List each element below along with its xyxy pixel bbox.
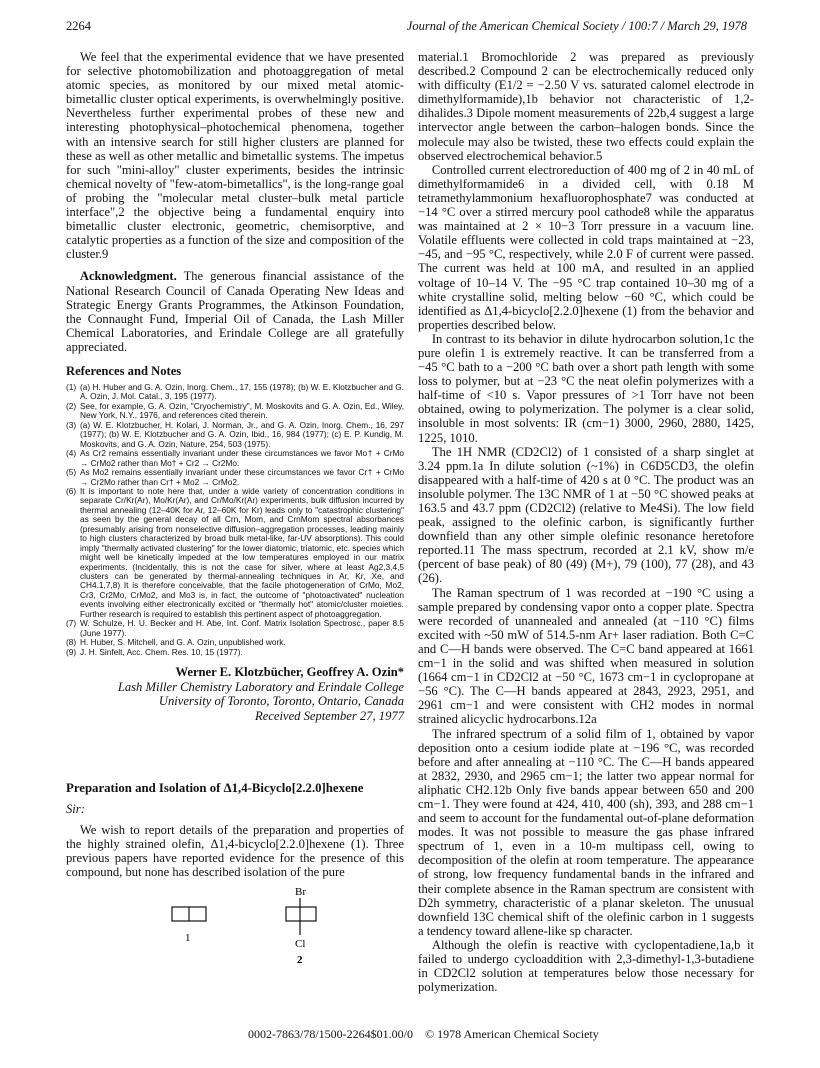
structure-2-bromine: Br — [295, 886, 306, 899]
ref-text: (a) H. Huber and G. A. Ozin, Inorg. Chem., 17, 155 (1978); (b) W. E. Klotzbucher and G. A. Ozin, J. Mol. Catal., 3, 195 (1977). — [80, 381, 404, 402]
reference-item — [66, 402, 404, 421]
ref-number: (4) — [66, 448, 77, 459]
reference-item — [66, 449, 404, 468]
acknowledgment — [66, 269, 404, 354]
footer-copyright: © 1978 American Chemical Society — [425, 1027, 599, 1041]
ref-number: (2) — [66, 400, 77, 411]
reference-item — [66, 648, 404, 657]
ack-text: The generous financial assistance of the National Research Council of Canada Operating New Ideas and Strategic Energy Grants Programmes, the Atkinson Foundation, the Connaught Fund, Imperial Oil of Canada, the Lash Miller Chemical Laboratories, and Erindale College are all gratefully appreciated. — [66, 269, 404, 354]
reference-item — [66, 421, 404, 449]
affiliation-line: Lash Miller Chemistry Laboratory and Erindale College — [117, 679, 404, 694]
ref-text: W. Schulze, H. U. Becker and H. Abe, Int. Conf. Matrix Isolation Spectrosc., paper 8.5 (June 1977). — [80, 618, 404, 638]
body-paragraph: The 1H NMR (CD2Cl2) of 1 consisted of a sharp singlet at 3.24 ppm.1a In dilute solution (~1%) in C6D5CD3, the olefin disappeared with a half-time of 420 s at 0 °C. The product was an insoluble polymer. The 13C NMR of 1 at −50 °C showed peaks at 163.5 and 43.7 ppm (CD2Cl2) (relative to Me4Si). The low field peak, assigned to the olefinic carbon, is significantly further downfield than any other simple olefinic resonance heretofore reported.11 The mass spectrum, recorded at 2.1 kV, show m/e (percent of base peak) of 80 (49) (M+), 79 (100), 77 (28), and 43 (26). — [418, 444, 754, 586]
article-title: Preparation and Isolation of Δ1,4-Bicyclo[2.2.0]hexene — [66, 781, 364, 796]
left-column — [66, 50, 404, 995]
structure-drawing — [66, 885, 404, 995]
ref-text: H. Huber, S. Mitchell, and G. A. Ozin, unpublished work. — [80, 637, 286, 648]
intro-paragraph-2: We wish to report details of the preparation and properties of the highly strained olefin, Δ1,4-bicyclo[2.2.0]hexene (1). Three previous papers have reported evidence for the presence of this compound, but none has described isolation of the pure — [66, 823, 404, 880]
received-date: Received September 27, 1977 — [255, 708, 404, 723]
body-paragraph: material.1 Bromochloride 2 was prepared as previously described.2 Compound 2 can be electrochemically reduced only with difficulty (E1/2 = −2.50 V vs. saturated calomel electrode in dimethylformamide),1b behavior not characteristic of 1,2-dihalides.3 Dipole moment measurements of 22b,4 suggest a large intervector angle between the carbon–halogen bonds. Since the molecule may also be twisted, these two effects could explain the observed electrochemical behavior.5 — [418, 50, 754, 163]
page-number: 2264 — [66, 19, 91, 33]
ref-number: (5) — [66, 467, 77, 478]
structure-1 — [172, 907, 206, 944]
ref-number: (7) — [66, 618, 77, 629]
salutation: Sir: — [66, 802, 85, 817]
ref-number: (1) — [66, 381, 77, 392]
ref-number: (6) — [66, 485, 77, 496]
right-column — [418, 50, 754, 994]
ref-number: (9) — [66, 646, 77, 657]
chemical-structures — [66, 885, 404, 995]
ref-text: It is important to note here that, under a wide variety of concentration conditions in separate Cr/Kr(Ar), Mo/Kr(Ar), and Cr/Mo/Kr(Ar) experiments, bulk diffusion incurred by thermal annealing (12–40K for Ar, 12–60K for Kr) leads only to "catastrophic clustering" as seen by the general decay of all Crn, Mom, and CrnMom spectral absorbances (presumably arising from nonselective diffusion–aggregation processes, leading mainly to high clusters characterized by broad bulk metal-like, far-UV absorptions). This could imply "thermally activated clustering" for the lower diatomic, triatomic, etc. species which might well be kinetically impeded at the low temperatures employed in our matrix experiments. (Incidentally, this is not the case for silver, where at least Ag2,3,4,5 clusters can be generated by thermal-annealing techniques in Ar, Kr, Xe, and CH4.1,7,8) It is therefore conceivable, that the facile photogeneration of CrMo, Mo2, Cr3, Cr2Mo, CrMo2, and Mo3 is, in fact, the outcome of "photoactivated" nucleation events involving either electronically excited or "thermally hot" atomic/cluster moieties. Further research is required to establish this pertinent aspect of photoaggregation. — [80, 485, 404, 619]
reference-list — [66, 383, 404, 657]
affiliation-line: University of Toronto, Toronto, Ontario, Canada — [158, 694, 404, 709]
body-paragraph: Controlled current electroreduction of 400 mg of 2 in 40 mL of dimethylformamide6 in a divided cell, with 0.18 M tetramethylammonium hexafluorophosphate7 was conducted at −14 °C over a stirred mercury pool cathode8 while the apparatus was maintained at 2 × 10−3 Torr pressure in a vacuum line. Volatile effluents were collected in cold traps maintained at −23, −45, and −95 °C, respectively, while 2.0 F of current were passed. The current was held at 100 mA, and resulted in an applied voltage of 10–14 V. The −95 °C trap contained 10–30 mg of a white crystalline solid, melting below −60 °C, which could be identified as Δ1,4-bicyclo[2.2.0]hexene (1) from the behavior and properties described below. — [418, 162, 754, 332]
author-names: Werner E. Klotzbücher, Geoffrey A. Ozin* — [175, 665, 404, 680]
ref-text: (a) W. E. Klotzbucher, H. Kolari, J. Norman, Jr., and G. A. Ozin, Inorg. Chem., 16, 297 (1977); (b) W. E. Klotzbucher and G. A. Ozin, Ibid., 16, 984 (1977); (c) E. P. Kundig, M. Moskovits, and G. A. Ozin, Nature, 254, 503 (1975). — [80, 419, 404, 449]
ref-text: J. H. Sinfelt, Acc. Chem. Res. 10, 15 (1977). — [80, 646, 243, 657]
reference-item — [66, 619, 404, 638]
footer-code: 0002-7863/78/1500-2264$01.00/0 — [248, 1027, 413, 1041]
structure-2 — [286, 886, 316, 966]
running-header: Journal of the American Chemical Society / 100:7 / March 29, 1978 — [406, 19, 747, 33]
body-paragraph: In contrast to its behavior in dilute hydrocarbon solution,1c the pure olefin 1 is extremely reactive. It can be transferred from a −45 °C bath to a −200 °C bath over a short path length with some loss to polymer, but at −23 °C the neat olefin polymerizes with a half-time of <10 s. Vapor pressures of >1 Torr have not been obtained, owing to polymerization. The polymer is a clear solid, insoluble in most solvents: IR (cm−1) 3000, 2960, 2880, 1425, 1225, 1010. — [418, 331, 754, 445]
reference-item — [66, 468, 404, 487]
ref-text: As Cr2 remains essentially invariant under these circumstances we favor Mo† + CrMo → CrMo2 rather than Mo† + Cr2 → Cr2Mo. — [80, 448, 404, 468]
reference-item — [66, 487, 404, 619]
reference-item — [66, 383, 404, 402]
ref-text: As Mo2 remains essentially invariant under these circumstances we favor Cr† + CrMo → Cr2Mo rather than Cr† + Mo2 → CrMo2. — [80, 467, 404, 487]
body-paragraph: Although the olefin is reactive with cyclopentadiene,1a,b it failed to undergo cycloaddition with 2,3-dimethyl-1,3-butadiene in CD2Cl2 solution at temperatures below those necessary for polymerization. — [418, 937, 754, 995]
intro-paragraph: We feel that the experimental evidence that we have presented for selective photomobilization and photoaggregation of metal atomic species, as monitored by our mixed metal atomic-bimetallic cluster optical experiments, is overwhelmingly positive. Nevertheless further experimental probes of these new and interesting photophysical–photochemical phenomena, together with an intensive search for still higher clusters are planned for these as well as other metallic and bimetallic systems. The impetus for such "mini-alloy" cluster experiments, besides the intrinsic chemical novelty of "few-atom-bimetallics", is the long-range goal of probing the "molecular metal cluster–bulk metal particle interface",2 the objective being a fundamental enquiry into bimetallic cluster electronic, geometric, chemisorptive, and catalytic properties as a function of the size and composition of the cluster.9 — [66, 50, 404, 262]
ref-number: (3) — [66, 419, 77, 430]
body-paragraph: The infrared spectrum of a solid film of 1, obtained by vapor deposition onto a cesium iodide plate at −196 °C, was recorded before and after annealing at −110 °C. The C—H bands appeared at 2832, 2930, and 2965 cm−1; the latter two appear normal for aliphatic CH2.12b Only five bands appear between 650 and 200 cm−1. They were found at 424, 410, 400 (sh), 393, and 288 cm−1 and seem to account for the fundamental out-of-plane deformation modes. It was not possible to measure the gas phase infrared spectrum of 1, even in a 10-m multipass cell, owing to decomposition of the olefin at room temperature. The appearance of strong, low frequency fundamental bands in the infrared and their complete absence in the Raman spectrum are consistent with D2h symmetry, characteristic of a planar skeleton. The unusual downfield 13C chemical shift of the olefinic carbon in 1 suggests a tendency toward allene-like sp character. — [418, 726, 754, 938]
structure-2-chlorine: Cl — [295, 938, 306, 951]
ref-number: (8) — [66, 637, 77, 648]
references-heading: References and Notes — [66, 363, 182, 378]
structure-1-label: 1 — [185, 932, 191, 945]
ref-text: See, for example, G. A. Ozin, "Cryochemistry", M. Moskovits and G. A. Ozin, Ed., Wiley, New York, N.Y., 1976, and references cited therein. — [80, 400, 404, 421]
structure-2-label: 2 — [297, 954, 303, 967]
ack-heading: Acknowledgment. — [79, 269, 177, 284]
body-paragraph: The Raman spectrum of 1 was recorded at −190 °C using a sample prepared by condensing vapor onto a copper plate. Spectra were recorded of unannealed and annealed (at −110 °C) films excited with ~50 mW of 514.5-nm Ar+ laser radiation. Both C=C and C—H bands were observed. The C=C band appeared at 1661 cm−1 in the solid and was shifted when measured in solution (1664 cm−1 in CD2Cl2 at −50 °C, 1673 cm−1 in cyclopropane at −56 °C). The C—H bands appeared at 2843, 2923, 2951, and 2961 cm−1 and were consistent with CH2 modes in normal strained alicyclic hydrocarbons.12a — [418, 585, 754, 727]
signature-block — [66, 665, 404, 723]
